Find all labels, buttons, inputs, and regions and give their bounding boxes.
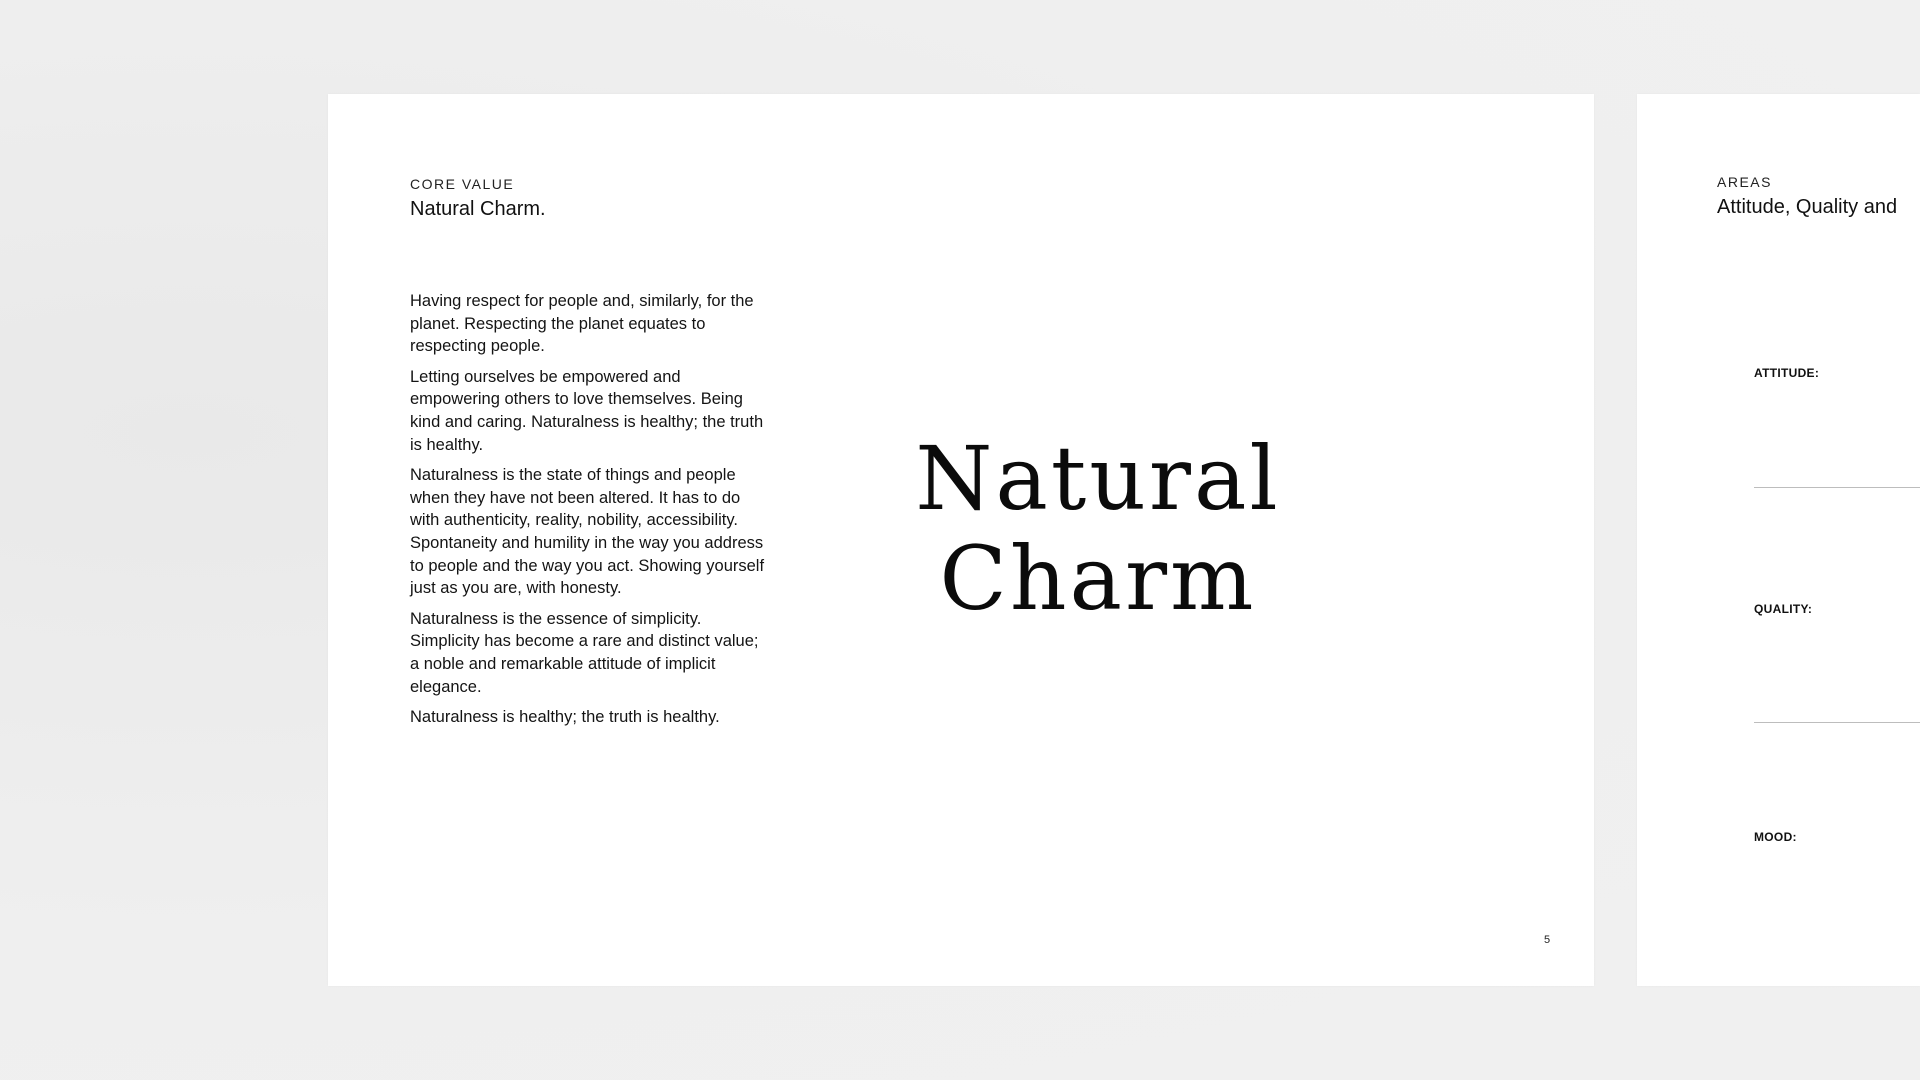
section-eyebrow: CORE VALUE <box>410 176 515 192</box>
paragraph: Naturalness is the state of things and people when they have not been altered. It has to do with authenticity, reality, nobility, accessibility. Spontaneity and humility in the way you address to people and the way you act. Showing yourself just as you are, with honesty. <box>410 466 765 598</box>
paragraph: Having respect for people and, similarly, for the planet. Respecting the planet equates to respecting people. <box>410 292 754 356</box>
area-label-quality: QUALITY: <box>1754 602 1813 616</box>
area-label-attitude: ATTITUDE: <box>1754 366 1820 380</box>
body-text <box>410 290 770 737</box>
divider <box>1754 722 1920 723</box>
divider <box>1754 487 1920 488</box>
display-title-line-1: Natural <box>915 427 1281 530</box>
page-areas <box>1637 94 1920 986</box>
area-label-mood: MOOD: <box>1754 830 1797 844</box>
paragraph: Letting ourselves be empowered and empowering others to love themselves. Being kind and caring. Naturalness is healthy; the truth is healthy. <box>410 367 764 454</box>
paragraph: Naturalness is the essence of simplicity. Simplicity has become a rare and distinct value; a noble and remarkable attitude of implicit elegance. <box>410 609 759 696</box>
display-title <box>888 429 1308 629</box>
page-core-value <box>328 94 1594 986</box>
paragraph: Naturalness is healthy; the truth is healthy. <box>410 708 720 727</box>
section-eyebrow: AREAS <box>1717 174 1772 190</box>
section-heading: Natural Charm. <box>410 198 546 220</box>
section-heading: Attitude, Quality and <box>1717 196 1898 218</box>
display-title-line-2: Charm <box>939 527 1257 630</box>
page-number: 5 <box>1544 934 1551 946</box>
